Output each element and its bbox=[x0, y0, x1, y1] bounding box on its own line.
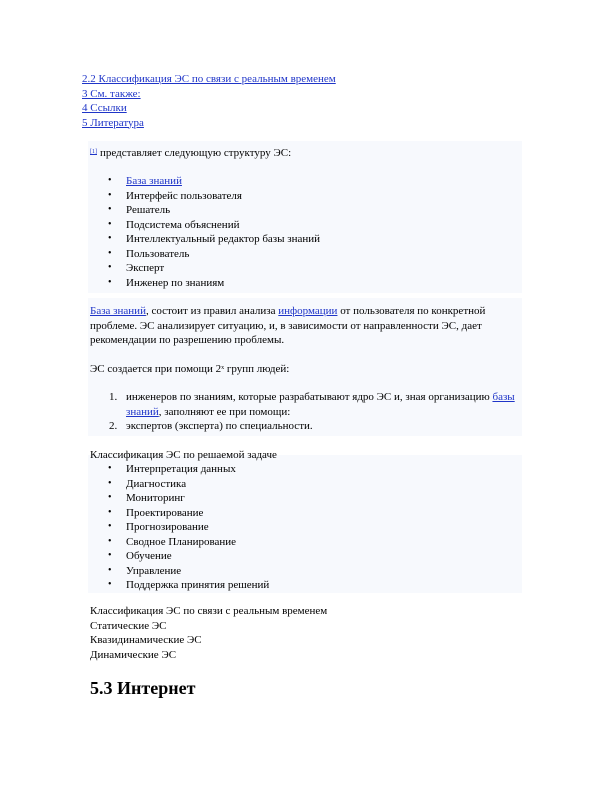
realtime-item: Квазидинамические ЭС bbox=[90, 634, 202, 646]
knowledge-bases-link[interactable]: базы знаний bbox=[126, 391, 515, 418]
list-item: • Проектирование bbox=[90, 506, 269, 521]
knowledge-base-link[interactable]: База знаний bbox=[126, 175, 182, 187]
list-item: • Интеллектуальный редактор базы знаний bbox=[90, 232, 320, 247]
paragraph-text: групп людей: bbox=[224, 363, 290, 375]
paragraph-text: , состоит из правил анализа bbox=[145, 305, 279, 317]
list-item: • Решатель bbox=[90, 203, 320, 218]
groups-list bbox=[90, 390, 530, 434]
table-of-contents bbox=[82, 72, 336, 130]
realtime-item: Статические ЭС bbox=[90, 619, 167, 632]
realtime-classification-title: Классификация ЭС по связи с реальным временем bbox=[90, 605, 328, 617]
paragraph-text: ЭС создается при помощи 2 bbox=[90, 363, 222, 375]
list-item: • Сводное Планирование bbox=[90, 535, 269, 550]
realtime-item: Динамические ЭС bbox=[90, 648, 177, 661]
list-item: • Обучение bbox=[90, 549, 269, 564]
list-item: • Эксперт bbox=[90, 261, 320, 276]
structure-list bbox=[90, 174, 320, 290]
list-item: • Инженер по знаниям bbox=[90, 276, 320, 291]
list-number: 2. bbox=[109, 420, 118, 432]
task-classification-title: Классификация ЭС по решаемой задаче bbox=[90, 449, 277, 461]
knowledge-base-paragraph bbox=[90, 304, 530, 348]
list-item: • Прогнозирование bbox=[90, 520, 269, 535]
list-item-text: инженеров по знаниям, которые разрабатывают ядро ЭС и, зная организацию bbox=[126, 391, 493, 403]
groups-intro-paragraph bbox=[90, 362, 530, 377]
list-item: • Мониторинг bbox=[90, 491, 269, 506]
list-item bbox=[90, 419, 530, 434]
list-item-text: , заполняют ее при помощи: bbox=[158, 405, 291, 418]
knowledge-base-link[interactable]: База знаний bbox=[90, 305, 146, 317]
paragraph-text: от пользователя по конкретной проблеме. ЭС анализирует ситуацию, и, в зависимости от направленности ЭС, дает рекомендации по разрешению проблемы. bbox=[90, 305, 486, 346]
intro-line bbox=[90, 146, 291, 160]
list-item: • Интерпретация данных bbox=[90, 462, 269, 477]
superscript: x bbox=[221, 365, 225, 371]
list-item: • Подсистема объяснений bbox=[90, 218, 320, 233]
toc-link-realtime-classification[interactable]: 2.2 Классификация ЭС по связи с реальным временем bbox=[82, 73, 336, 85]
list-item: • Пользователь bbox=[90, 247, 320, 262]
list-number: 1. bbox=[109, 391, 118, 403]
list-item: • Управление bbox=[90, 564, 269, 579]
intro-text: представляет следующую структуру ЭС: bbox=[100, 147, 292, 159]
list-item bbox=[90, 390, 530, 419]
information-link[interactable]: информации bbox=[278, 305, 338, 317]
toc-link-references[interactable]: 4 Ссылки bbox=[82, 102, 127, 114]
toc-link-see-also[interactable]: 3 См. также: bbox=[82, 87, 141, 100]
list-item bbox=[90, 174, 320, 189]
list-item-text: экспертов (эксперта) по специальности. bbox=[126, 420, 313, 432]
section-heading: 5.3 Интернет bbox=[90, 678, 196, 698]
list-item: • Интерфейс пользователя bbox=[90, 189, 320, 204]
task-list bbox=[90, 462, 269, 593]
list-item: • Диагностика bbox=[90, 477, 269, 492]
footnote-ref-link[interactable]: [1] bbox=[90, 149, 97, 155]
list-item: • Поддержка принятия решений bbox=[90, 578, 269, 593]
toc-link-literature[interactable]: 5 Литература bbox=[82, 116, 144, 129]
